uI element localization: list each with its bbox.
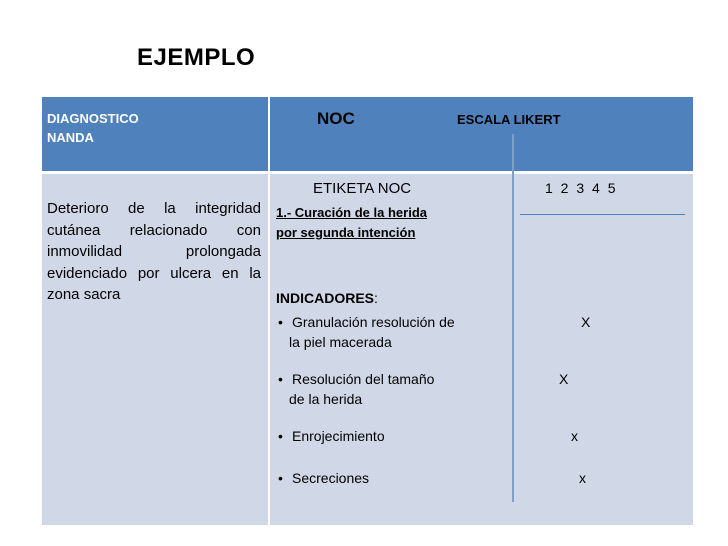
likert-scale-numbers: 1 2 3 4 5 [545, 180, 616, 196]
header-column-divider [268, 97, 270, 171]
diagnosis-text: Deterioro de la integridad cutánea relacionado con inmovilidad prolongada evidenciado por ulcera en la zona sacra [47, 200, 261, 303]
indicadores-heading [276, 290, 378, 306]
bullet-icon: • [278, 470, 283, 486]
header-noc-label: NOC [317, 109, 355, 128]
indicator-mark: x [571, 428, 578, 444]
slide-title: EJEMPLO [137, 44, 256, 71]
header-row-divider [42, 171, 693, 174]
header-nanda-label: NANDA [47, 130, 94, 145]
likert-column-separator [512, 134, 514, 502]
indicator-item [278, 468, 369, 488]
etiqueta-noc-label: ETIKETA NOC [313, 180, 412, 197]
likert-scale-underline [520, 214, 685, 215]
indicadores-colon: : [374, 290, 378, 306]
indicator-mark: x [579, 470, 586, 486]
bullet-icon: • [278, 428, 283, 444]
body-column-divider [268, 174, 270, 525]
noc-outcome-line1: 1.- Curación de la herida [276, 205, 427, 220]
indicator-line1: Secreciones [292, 470, 370, 486]
header-escala-likert-label: ESCALA LIKERT [457, 112, 561, 127]
header-diagnostico-nanda [47, 109, 139, 147]
indicator-line1: Enrojecimiento [292, 428, 385, 444]
indicator-line1: Granulación resolución de [292, 314, 455, 330]
indicator-mark: X [559, 371, 569, 387]
indicadores-label: INDICADORES [276, 290, 375, 306]
table-header-row [42, 97, 693, 171]
nanda-noc-table [42, 97, 693, 525]
header-diagnostico-label: DIAGNOSTICO [47, 111, 139, 126]
noc-outcome-title [276, 203, 427, 243]
bullet-icon: • [278, 371, 283, 387]
indicator-line2: de la herida [289, 391, 363, 407]
noc-outcome-line2: por segunda intención [276, 225, 416, 240]
indicator-item [278, 312, 455, 352]
indicator-mark: X [581, 314, 591, 330]
indicator-line1: Resolución del tamaño [292, 371, 435, 387]
indicator-item [278, 369, 434, 409]
bullet-icon: • [278, 314, 283, 330]
indicator-item [278, 426, 385, 446]
indicator-line2: la piel macerada [289, 334, 392, 350]
